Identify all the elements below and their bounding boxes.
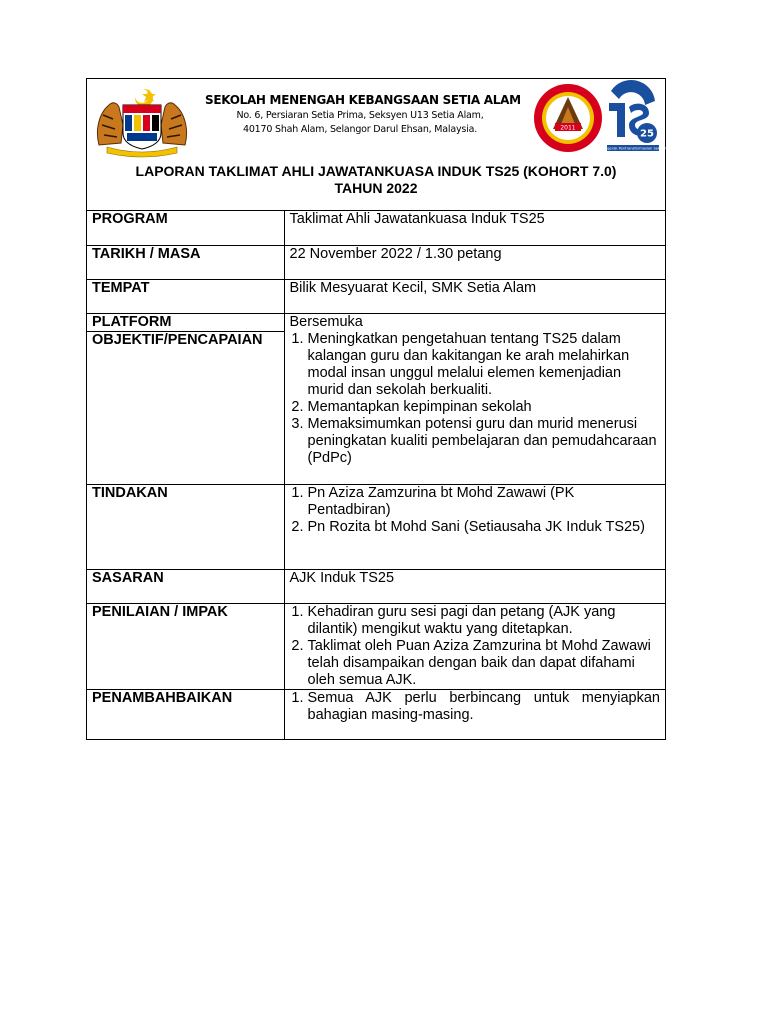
row-label: OBJEKTIF/PENCAPAIAN <box>87 331 284 484</box>
list-item: 1. Kehadiran guru sesi pagi dan petang (AJK yang dilantik) mengikut waktu yang ditetapkan. <box>308 604 661 638</box>
tindakan-list <box>290 485 661 536</box>
row-value: Bilik Mesyuarat Kecil, SMK Setia Alam <box>284 279 665 313</box>
table-row-tarikh <box>87 245 665 279</box>
coat-of-arms-icon <box>93 85 191 157</box>
ts-caption: Penggerak Pentransformasian Sekolah <box>598 146 668 151</box>
list-item: 1. Meningkatkan pengetahuan tentang TS25 dalam kalangan guru dan kakitangan ke arah melahirkan modal insan unggul melalui elemen kemenjadian murid dan sekolah berkualiti. <box>308 331 661 399</box>
report-title-line-1: LAPORAN TAKLIMAT AHLI JAWATANKUASA INDUK TS25 (KOHORT 7.0) <box>135 163 617 179</box>
school-name: SEKOLAH MENENGAH KEBANGSAAN SETIA ALAM <box>205 93 521 107</box>
report-document <box>86 78 666 740</box>
row-label: SASARAN <box>87 569 284 603</box>
row-label: TEMPAT <box>87 279 284 313</box>
table-row-objektif <box>87 331 665 484</box>
list-item: 1. Pn Aziza Zamzurina bt Mohd Zawawi (PK Pentadbiran) <box>308 485 661 519</box>
row-value: 22 November 2022 / 1.30 petang <box>284 245 665 279</box>
table-row-platform <box>87 313 665 331</box>
report-title-line-2: TAHUN 2022 <box>334 180 418 196</box>
row-label: TINDAKAN <box>87 484 284 569</box>
table-row-penilaian <box>87 603 665 689</box>
row-value: AJK Induk TS25 <box>284 569 665 603</box>
table-row-tempat <box>87 279 665 313</box>
row-value: Bersemuka <box>289 313 363 330</box>
penilaian-list <box>290 604 661 689</box>
ts25-logo-icon <box>598 83 668 153</box>
school-logo-icon <box>533 83 603 153</box>
objektif-list <box>290 331 661 467</box>
table-row-sasaran <box>87 569 665 603</box>
address-line-2: 40170 Shah Alam, Selangor Darul Ehsan, Malaysia. <box>242 124 478 135</box>
row-value <box>284 484 665 569</box>
table-row-penambahbaikan <box>87 689 665 739</box>
row-label: PROGRAM <box>87 211 284 245</box>
table-row-tindakan <box>87 484 665 569</box>
school-info <box>205 93 521 137</box>
report-title <box>87 163 665 197</box>
logo-year: 2011 <box>560 124 576 132</box>
row-value: Taklimat Ahli Jawatankuasa Induk TS25 <box>284 211 665 245</box>
list-item: 3. Memaksimumkan potensi guru dan murid menerusi peningkatan kualiti pembelajaran dan pemudahcaraan (PdPc) <box>308 416 661 467</box>
row-label: PLATFORM <box>87 313 284 331</box>
table-row-program <box>87 211 665 245</box>
list-item: 1. Semua AJK perlu berbincang untuk menyiapkan bahagian masing-masing. <box>308 690 661 724</box>
address-line-1: No. 6, Persiaran Setia Prima, Seksyen U13 Setia Alam, <box>236 110 484 121</box>
row-value <box>284 603 665 689</box>
document-header <box>87 79 668 211</box>
row-label: PENAMBAHBAIKAN <box>87 689 284 739</box>
list-item: 2. Pn Rozita bt Mohd Sani (Setiausaha JK Induk TS25) <box>308 519 661 536</box>
row-value <box>284 689 665 739</box>
report-table <box>87 211 665 739</box>
ts-number: 25 <box>640 128 654 140</box>
list-item: 2. Taklimat oleh Puan Aziza Zamzurina bt Mohd Zawawi telah disampaikan dengan baik dan dapat difahami oleh semua AJK. <box>308 638 661 689</box>
row-label: TARIKH / MASA <box>87 245 284 279</box>
list-item: 2. Memantapkan kepimpinan sekolah <box>308 399 661 416</box>
row-label: PENILAIAN / IMPAK <box>87 603 284 689</box>
row-value <box>284 331 665 484</box>
penambahbaikan-list <box>290 690 661 724</box>
